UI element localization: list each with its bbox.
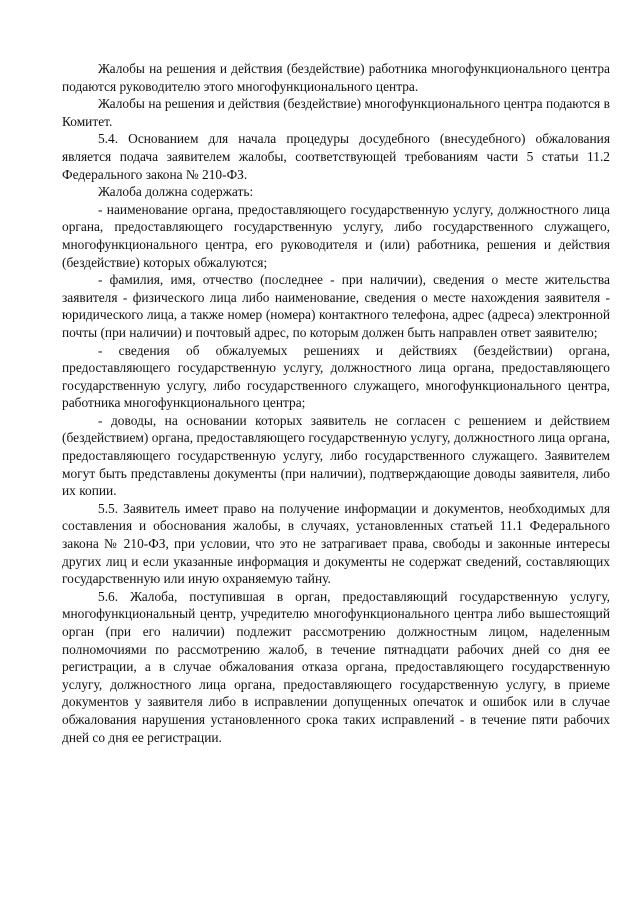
paragraph-complaint-contents: Жалоба должна содержать: [98, 184, 254, 200]
list-item-arguments: - доводы, на основании которых заявитель не согласен с решением и действием (бездействием) органа, предоставляющего государственную услугу, должностного лица органа, предоставляющего государственную услугу, либо государственного служащего. Заявителем могут быть представлены документы (при наличии), подтверждающие доводы заявителя, либо их копии. [62, 412, 610, 499]
paragraph-5-4: 5.4. Основанием для начала процедуры досудебного (внесудебного) обжалования является подача заявителем жалобы, соответствующей требованиям части 5 статьи 11.2 Федерального закона № 210-ФЗ. [62, 131, 610, 182]
paragraph-mfc-complaints: Жалобы на решения и действия (бездействие) многофункционального центра подаются в Комитет. [62, 96, 610, 129]
paragraph-5-5: 5.5. Заявитель имеет право на получение информации и документов, необходимых для составления и обоснования жалобы, в случаях, установленных статьей 11.1 Федерального закона № 210-ФЗ, при условии, что это не затрагивает права, свободы и законные интересы других лиц и если указанные информация и документы не содержат сведений, составляющих государственную или иную охраняемую тайну. [62, 500, 610, 587]
list-item-appealed-decisions: - сведения об обжалуемых решениях и действиях (бездействии) органа, предоставляющего государственную услугу, должностного лица органа, предоставляющего государственную услугу, либо государственного служащего, многофункционального центра, работника многофункционального центра; [62, 342, 610, 411]
paragraph-mfc-worker-complaints: Жалобы на решения и действия (бездействие) работника многофункционального центра подаются руководителю этого многофункционального центра. [62, 61, 610, 94]
paragraph-5-6: 5.6. Жалоба, поступившая в орган, предоставляющий государственную услугу, многофункциональный центр, учредителю многофункционального центра либо вышестоящий орган (при его наличии) подлежит рассмотрению должностным лицом, наделенным полномочиями по рассмотрению жалоб, в течение пятнадцати рабочих дней со дня ее регистрации, а в случае обжалования отказа органа, предоставляющего государственную услугу, должностного лица органа, предоставляющего государственную услугу, в приеме документов у заявителя либо в исправлении допущенных опечаток и ошибок или в случае обжалования нарушения установленного срока таких исправлений - в течение пяти рабочих дней со дня ее регистрации. [62, 588, 610, 745]
list-item-applicant-info: - фамилия, имя, отчество (последнее - при наличии), сведения о месте жительства заявителя - физического лица либо наименование, сведения о месте нахождения заявителя - юридического лица, а также номер (номера) контактного телефона, адрес (адреса) электронной почты (при наличии) и почтовый адрес, по которым должен быть направлен ответ заявителю; [62, 272, 610, 340]
list-item-body-name: - наименование органа, предоставляющего государственную услугу, должностного лица органа, предоставляющего государственную услугу, либо государственного служащего, многофункционального центра, его руководителя и (или) работника, решения и действия (бездействие) которых обжалуются; [62, 201, 610, 270]
